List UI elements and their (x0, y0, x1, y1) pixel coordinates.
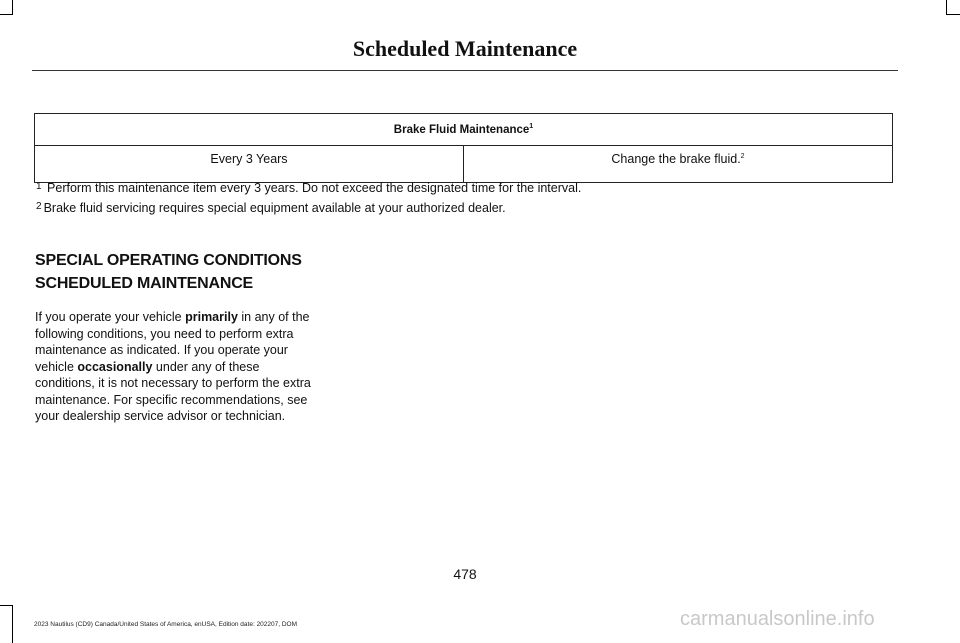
section-paragraph (35, 309, 320, 425)
footnote-2-text: Brake fluid servicing requires special equipment available at your authorized dealer. (43, 201, 506, 215)
crop-mark-top-left-v (12, 0, 13, 14)
section-heading-scheduled-maintenance: SCHEDULED MAINTENANCE (35, 275, 254, 292)
crop-mark-top-left-h (0, 14, 13, 15)
table-header-label: Brake Fluid Maintenance (393, 123, 530, 136)
paragraph-bold-occasionally: occasionally (77, 359, 153, 374)
action-cell (464, 146, 893, 183)
table-header-row (35, 114, 893, 146)
footnote-1-text: Perform this maintenance item every 3 years. Do not exceed the designated time for the interval. (47, 181, 582, 195)
table-header-cell (35, 114, 893, 146)
brake-fluid-maintenance-table (34, 113, 893, 183)
footer-edition-info: 2023 Nautilus (CD9) Canada/United States of America, enUSA, Edition date: 202207, DOM (34, 621, 298, 628)
crop-mark-bottom-left-h (0, 605, 13, 606)
table-row (35, 146, 893, 183)
paragraph-text-3: under any of these conditions, it is not necessary to perform the extra maintenance. For specific recommendations, see your dealership service advisor or technician. (35, 359, 311, 423)
interval-cell (35, 146, 464, 183)
footnote-1 (36, 181, 581, 195)
watermark: carmanualsonline.info (680, 608, 875, 630)
footnote-1-mark: 1 (36, 181, 42, 192)
footnote-2-mark: 2 (36, 201, 42, 212)
crop-mark-top-right-h (946, 14, 960, 15)
action-note-mark: 2 (740, 152, 745, 160)
section-heading-special-operating-conditions: SPECIAL OPERATING CONDITIONS (35, 252, 302, 269)
page-title: Scheduled Maintenance (352, 36, 578, 61)
action-text: Change the brake fluid. (611, 152, 741, 166)
page-number: 478 (453, 566, 477, 582)
crop-mark-bottom-left-v (12, 605, 13, 643)
table-header-note-mark: 1 (529, 122, 534, 130)
paragraph-text-2: in any of the following conditions, you need to perform extra maintenance as indicated. If you operate your vehicle (35, 310, 310, 374)
crop-mark-top-right-v (946, 0, 947, 14)
header-divider (32, 70, 898, 71)
paragraph-text-1: If you operate your vehicle (35, 310, 186, 324)
paragraph-bold-primarily: primarily (185, 310, 238, 324)
interval-text: Every 3 Years (210, 152, 288, 166)
footnote-2 (36, 201, 506, 215)
